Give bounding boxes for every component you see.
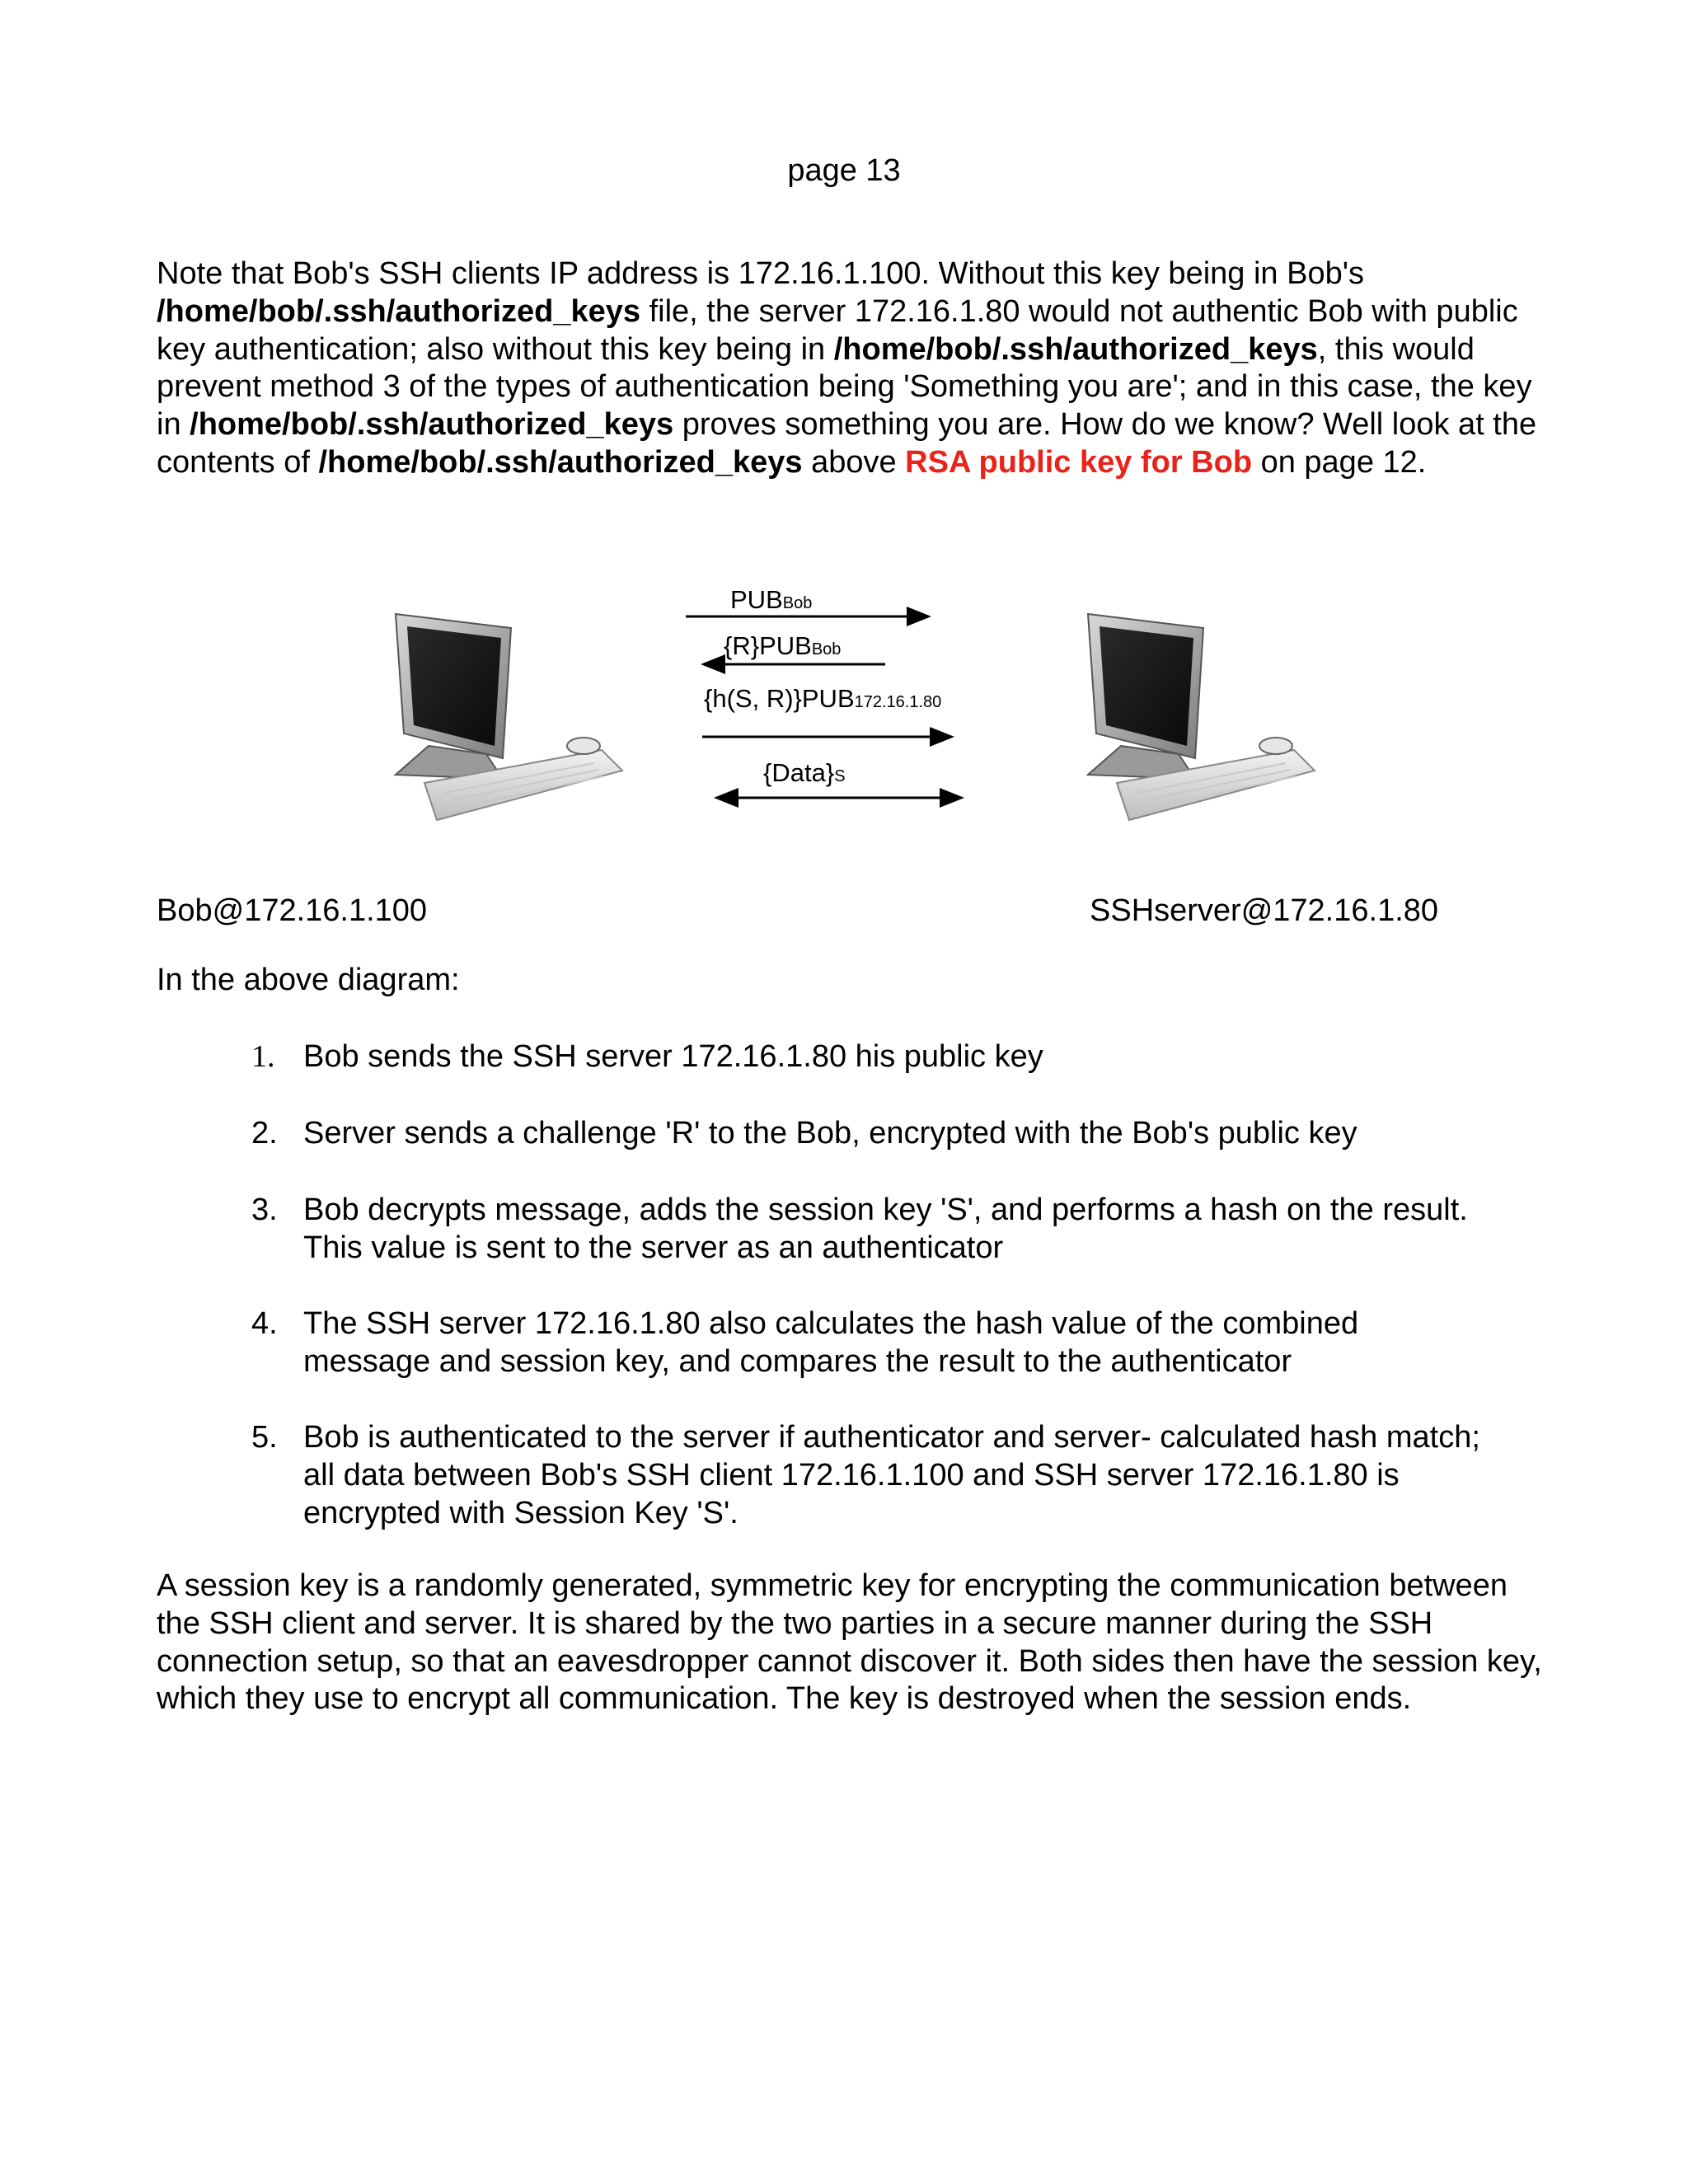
step-number: 5. <box>251 1420 278 1455</box>
session-key-paragraph: A session key is a randomly generated, symmetric key for encrypting the communication between the SSH client and server. It is shared by the two parties in a secure manner during the SSH connection setup, so that an eavesdropper cannot discover it. Both sides then have the session key, which they use to encrypt all communication. The key is destroyed when the session ends. <box>157 1568 1542 1717</box>
para1-text-2: file, the server 172.16.1.80 would not authentic Bob with public key authentication; also without this key being in <box>157 293 1518 367</box>
para1-text-4: proves something you are. How do we know? Well look at the contents of <box>157 407 1537 480</box>
ssh-auth-diagram <box>379 577 1335 849</box>
page-number: page 13 <box>787 153 901 188</box>
step-text: Server sends a challenge 'R' to the Bob, encrypted with the Bob's public key <box>303 1116 1357 1151</box>
step-number: 4. <box>251 1306 278 1341</box>
diagram-intro: In the above diagram: <box>157 963 460 997</box>
para1-bold-path-1: /home/bob/.ssh/authorized_keys <box>157 293 641 329</box>
label-challenge: {R}PUBBob <box>724 631 842 660</box>
server-label: SSHserver@172.16.1.80 <box>1090 893 1439 928</box>
label-hash: {h(S, R)}PUB172.16.1.80 <box>704 684 942 713</box>
client-label: Bob@172.16.1.100 <box>157 893 428 928</box>
para1-text-5: above <box>802 444 906 480</box>
para1-red-reference: RSA public key for Bob <box>905 444 1253 480</box>
arrow-data <box>714 788 964 808</box>
para1-bold-path-2: /home/bob/.ssh/authorized_keys <box>833 331 1318 367</box>
para1-text-3: , this would prevent method 3 of the types of authentication being 'Something you are'; and in this case, the key in <box>157 331 1532 443</box>
step-text: The SSH server 172.16.1.80 also calculates the hash value of the combined message and session key, and compares the result to the authenticator <box>303 1306 1359 1379</box>
step-text: Bob is authenticated to the server if authenticator and server- calculated hash match; all data between Bob's SSH client 172.16.1.100 and SSH server 172.16.1.80 is encrypted with Session Key 'S'. <box>303 1420 1480 1530</box>
arrow-hash <box>702 727 954 747</box>
para1-text-1: Note that Bob's SSH clients IP address is 172.16.1.100. Without this key being in Bob's <box>157 256 1364 291</box>
step-number: 2. <box>251 1116 278 1151</box>
step-text: Bob decrypts message, adds the session key 'S', and performs a hash on the result. This value is sent to the server as an authenticator <box>303 1193 1468 1265</box>
step-text: Bob sends the SSH server 172.16.1.80 his public key <box>303 1039 1043 1074</box>
intro-paragraph <box>157 255 1550 482</box>
label-pub-bob: PUBBob <box>730 585 813 614</box>
step-number: 3. <box>251 1193 278 1227</box>
para1-text-6: on page 12. <box>1252 444 1427 480</box>
label-data: {Data}S <box>763 758 846 787</box>
para1-bold-path-4: /home/bob/.ssh/authorized_keys <box>318 444 803 480</box>
step-number: 1. <box>251 1039 275 1074</box>
para1-bold-path-3: /home/bob/.ssh/authorized_keys <box>190 407 674 443</box>
